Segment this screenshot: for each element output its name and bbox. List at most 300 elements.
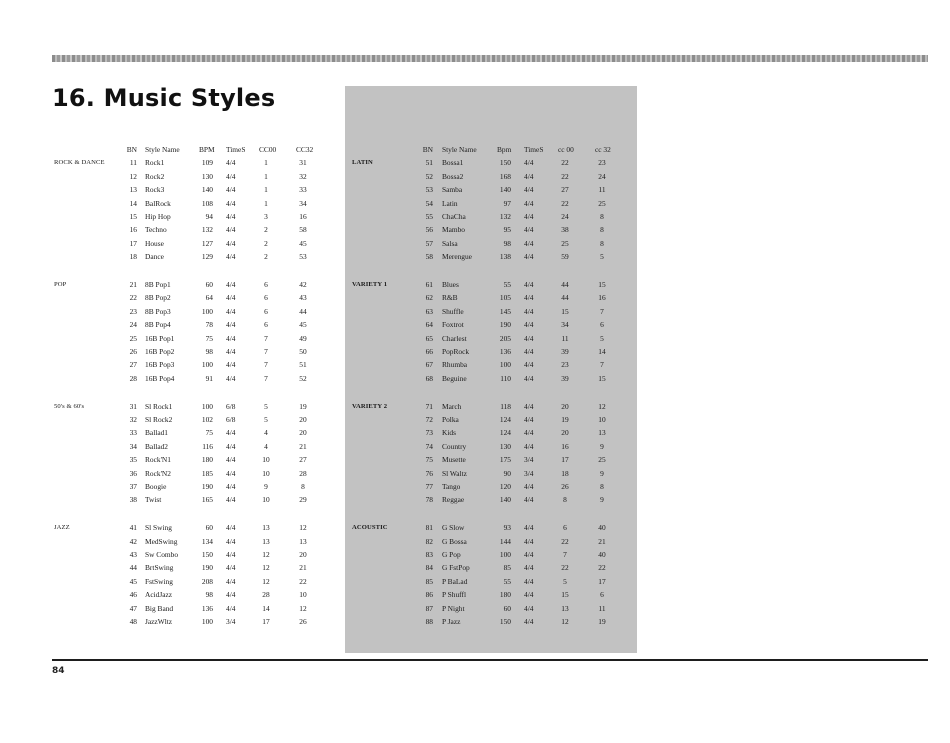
cell-cc00: 7 [264,360,268,370]
cell-bpm: 100 [201,401,213,411]
cell-name: Salsa [442,238,458,248]
cell-time: 4/4 [524,198,534,208]
cell-bn: 84 [425,563,433,573]
cell-cc00: 6 [264,280,268,290]
cell-bpm: 134 [201,536,213,546]
cell-name: 8B Pop4 [145,320,171,330]
cell-cc32: 24 [598,171,606,181]
cell-name: Merengue [442,252,472,262]
cell-cc32: 8 [301,481,305,491]
category-label: JAZZ [54,524,70,532]
cell-bn: 24 [129,320,137,330]
cell-time: 4/4 [524,441,534,451]
cell-cc00: 23 [561,360,569,370]
cell-cc32: 27 [299,455,307,465]
cell-bn: 13 [129,185,137,195]
cell-bn: 62 [425,293,433,303]
cell-bn: 55 [425,211,433,221]
cell-cc00: 7 [264,346,268,356]
cell-name: Ballad1 [145,428,168,438]
cell-bn: 56 [425,225,433,235]
cell-cc00: 1 [264,171,268,181]
cell-cc32: 49 [299,333,307,343]
cell-bpm: 138 [499,252,511,262]
cell-bpm: 150 [499,158,511,168]
cell-cc32: 20 [299,428,307,438]
cell-name: 8B Pop3 [145,306,171,316]
cell-cc00: 28 [262,590,270,600]
cell-time: 4/4 [524,590,534,600]
cell-bn: 18 [129,252,137,262]
cell-bpm: 100 [499,360,511,370]
cell-time: 4/4 [226,603,236,613]
cell-time: 4/4 [226,238,236,248]
cell-cc32: 12 [299,603,307,613]
cell-name: Polka [442,415,459,425]
cell-cc32: 31 [299,158,307,168]
cell-bn: 57 [425,238,433,248]
cell-cc00: 20 [561,428,569,438]
cell-bn: 12 [129,171,137,181]
cell-name: March [442,401,462,411]
shaded-panel [345,86,637,653]
header-cc00: CC00 [259,145,277,154]
cell-cc00: 39 [561,373,569,383]
cell-cc32: 22 [299,576,307,586]
cell-cc32: 16 [299,211,307,221]
cell-cc32: 50 [299,346,307,356]
cell-name: Shuffle [442,306,464,316]
cell-time: 4/4 [524,185,534,195]
cell-cc00: 44 [561,280,569,290]
cell-bpm: 64 [205,293,213,303]
cell-cc32: 13 [598,428,606,438]
cell-bn: 83 [425,550,433,560]
cell-bn: 78 [425,495,433,505]
cell-cc00: 5 [264,415,268,425]
cell-bpm: 105 [499,293,511,303]
cell-bpm: 95 [503,225,511,235]
cell-name: Country [442,441,467,451]
cell-bpm: 150 [499,617,511,626]
cell-bpm: 124 [499,415,511,425]
cell-time: 4/4 [226,293,236,303]
cell-bn: 25 [129,333,137,343]
cell-cc00: 10 [262,455,270,465]
cell-bn: 48 [129,617,137,626]
cell-bn: 47 [129,603,137,613]
cell-name: P Night [442,603,465,613]
cell-cc00: 7 [264,373,268,383]
cell-bn: 21 [129,280,137,290]
cell-bn: 75 [425,455,433,465]
cell-cc32: 32 [299,171,307,181]
cell-cc00: 2 [264,252,268,262]
cell-time: 4/4 [226,198,236,208]
cell-cc32: 40 [598,523,606,533]
cell-name: Twist [145,495,162,505]
cell-name: Rock'N1 [145,455,171,465]
cell-cc32: 11 [598,603,606,613]
cell-cc00: 13 [561,603,569,613]
cell-bn: 37 [129,481,137,491]
cell-bn: 85 [425,576,433,586]
cell-cc00: 10 [262,468,270,478]
cell-time: 4/4 [226,346,236,356]
cell-bn: 28 [129,373,137,383]
cell-cc32: 8 [600,211,604,221]
cell-bn: 44 [129,563,137,573]
cell-time: 4/4 [226,211,236,221]
header-name: Style Name [145,145,180,154]
cell-bn: 71 [425,401,433,411]
cell-name: 8B Pop1 [145,280,171,290]
cell-name: Bossa2 [442,171,464,181]
cell-time: 4/4 [524,523,534,533]
cell-time: 4/4 [524,238,534,248]
cell-cc00: 1 [264,158,268,168]
cell-bpm: 93 [503,523,511,533]
cell-cc32: 20 [299,550,307,560]
cell-bpm: 98 [205,590,213,600]
cell-bn: 51 [425,158,433,168]
cell-bpm: 205 [499,333,511,343]
cell-bpm: 118 [500,401,511,411]
cell-name: JazzWltz [145,617,173,626]
cell-bpm: 55 [503,280,511,290]
cell-time: 4/4 [226,428,236,438]
cell-bn: 76 [425,468,433,478]
cell-time: 4/4 [524,603,534,613]
cell-cc00: 22 [561,563,569,573]
cell-cc32: 9 [600,441,604,451]
cell-cc00: 16 [561,441,569,451]
cell-bn: 87 [425,603,433,613]
cell-bpm: 90 [503,468,511,478]
cell-bn: 42 [129,536,137,546]
cell-time: 4/4 [524,415,534,425]
cell-cc00: 22 [561,171,569,181]
cell-bpm: 102 [201,415,213,425]
cell-time: 4/4 [226,550,236,560]
cell-name: Rhumba [442,360,468,370]
cell-cc32: 13 [299,536,307,546]
cell-cc00: 11 [561,333,569,343]
cell-cc32: 8 [600,225,604,235]
cell-time: 4/4 [524,320,534,330]
cell-cc00: 12 [262,550,270,560]
cell-bn: 61 [425,280,433,290]
cell-bpm: 60 [503,603,511,613]
cell-name: Hip Hop [145,211,171,221]
cell-cc00: 6 [264,306,268,316]
cell-name: 8B Pop2 [145,293,171,303]
cell-cc32: 45 [299,238,307,248]
cell-time: 4/4 [226,441,236,451]
category-label: VARIETY 1 [352,281,388,289]
cell-cc00: 4 [264,428,268,438]
cell-bn: 53 [425,185,433,195]
cell-bpm: 190 [201,563,213,573]
cell-bpm: 127 [201,238,213,248]
header-rule [52,55,928,62]
cell-name: Rock1 [145,158,165,168]
cell-time: 4/4 [524,428,534,438]
cell-bpm: 124 [499,428,511,438]
cell-cc32: 23 [598,158,606,168]
cell-name: 16B Pop4 [145,373,175,383]
cell-bn: 16 [129,225,137,235]
cell-time: 4/4 [226,373,236,383]
cell-bpm: 144 [499,536,511,546]
cell-cc32: 9 [600,468,604,478]
cell-time: 3/4 [524,455,534,465]
cell-bpm: 60 [205,523,213,533]
cell-bpm: 132 [201,225,213,235]
cell-bpm: 175 [499,455,511,465]
cell-cc32: 21 [598,536,606,546]
cell-bn: 43 [129,550,137,560]
cell-cc32: 25 [598,455,606,465]
cell-name: BrtSwing [145,563,174,573]
cell-time: 6/8 [226,401,236,411]
cell-cc32: 44 [299,306,307,316]
cell-name: Charlest [442,333,467,343]
cell-cc32: 15 [598,373,606,383]
header-cc32: cc 32 [595,145,611,154]
cell-name: AcidJazz [145,590,173,600]
cell-time: 4/4 [524,211,534,221]
cell-bpm: 180 [499,590,511,600]
cell-name: ChaCha [442,211,466,221]
cell-cc00: 27 [561,185,569,195]
cell-bpm: 97 [503,198,511,208]
cell-cc32: 22 [598,563,606,573]
cell-cc32: 12 [598,401,606,411]
cell-cc32: 16 [598,293,606,303]
cell-cc00: 12 [262,576,270,586]
cell-bn: 33 [129,428,137,438]
cell-name: G Pop [442,550,461,560]
cell-bn: 41 [129,523,137,533]
cell-cc00: 22 [561,198,569,208]
cell-bpm: 140 [499,185,511,195]
cell-cc00: 20 [561,401,569,411]
cell-bpm: 110 [500,373,511,383]
cell-cc00: 22 [561,158,569,168]
cell-bpm: 190 [201,481,213,491]
cell-bn: 45 [129,576,137,586]
cell-name: 16B Pop3 [145,360,175,370]
cell-bpm: 190 [499,320,511,330]
cell-cc32: 45 [299,320,307,330]
cell-time: 4/4 [524,563,534,573]
cell-time: 4/4 [524,158,534,168]
cell-cc00: 2 [264,238,268,248]
footer-rule [52,659,928,661]
cell-bpm: 136 [499,346,511,356]
cell-bpm: 150 [201,550,213,560]
cell-name: 16B Pop2 [145,346,175,356]
cell-bpm: 98 [205,346,213,356]
cell-cc00: 38 [561,225,569,235]
cell-bn: 17 [129,238,137,248]
header-cc00: cc 00 [558,145,574,154]
cell-cc32: 19 [299,401,307,411]
cell-time: 4/4 [524,346,534,356]
cell-bn: 27 [129,360,137,370]
cell-name: Reggae [442,495,465,505]
cell-name: 16B Pop1 [145,333,175,343]
cell-bn: 86 [425,590,433,600]
cell-cc00: 15 [561,590,569,600]
category-label: LATIN [352,159,373,167]
cell-bn: 73 [425,428,433,438]
cell-bn: 67 [425,360,433,370]
cell-name: G Slow [442,523,465,533]
cell-time: 4/4 [226,185,236,195]
category-label: ACOUSTIC [352,524,388,532]
cell-time: 4/4 [226,536,236,546]
cell-name: P Jazz [442,617,461,626]
cell-bn: 74 [425,441,433,451]
cell-cc32: 34 [299,198,307,208]
cell-cc00: 9 [264,481,268,491]
cell-name: Rock'N2 [145,468,171,478]
cell-bn: 35 [129,455,137,465]
cell-time: 4/4 [226,171,236,181]
cell-bn: 81 [425,523,433,533]
cell-cc00: 6 [563,523,567,533]
cell-name: Sw Combo [145,550,179,560]
cell-cc00: 34 [561,320,569,330]
cell-name: G Bossa [442,536,467,546]
cell-bpm: 130 [499,441,511,451]
cell-cc32: 58 [299,225,307,235]
cell-cc32: 53 [299,252,307,262]
cell-bn: 88 [425,617,433,626]
cell-cc32: 5 [600,252,604,262]
cell-cc00: 17 [262,617,270,626]
header-bpm: BPM [199,145,215,154]
cell-cc00: 13 [262,523,270,533]
cell-bn: 82 [425,536,433,546]
cell-time: 4/4 [524,306,534,316]
cell-name: Techno [145,225,167,235]
header-cc32: CC32 [296,145,314,154]
cell-cc32: 17 [598,576,606,586]
cell-cc32: 10 [598,415,606,425]
cell-bn: 36 [129,468,137,478]
cell-bpm: 136 [201,603,213,613]
cell-bpm: 145 [499,306,511,316]
cell-bpm: 108 [201,198,213,208]
cell-name: Beguine [442,373,467,383]
cell-bpm: 100 [201,306,213,316]
cell-time: 4/4 [226,563,236,573]
cell-name: PopRock [442,346,470,356]
cell-time: 4/4 [524,550,534,560]
cell-cc00: 5 [264,401,268,411]
cell-cc32: 6 [600,320,604,330]
cell-bpm: 129 [201,252,213,262]
cell-bn: 72 [425,415,433,425]
cell-bpm: 100 [201,360,213,370]
cell-time: 6/8 [226,415,236,425]
cell-bpm: 100 [499,550,511,560]
cell-time: 4/4 [524,495,534,505]
cell-bpm: 75 [205,333,213,343]
cell-name: Boogie [145,481,167,491]
cell-time: 4/4 [226,576,236,586]
cell-cc32: 51 [299,360,307,370]
cell-name: BalRock [145,198,171,208]
cell-bn: 11 [129,158,137,168]
cell-cc32: 10 [299,590,307,600]
header-bn: BN [126,145,137,154]
cell-time: 4/4 [524,576,534,586]
cell-time: 4/4 [524,617,534,626]
cell-bn: 26 [129,346,137,356]
cell-cc00: 24 [561,211,569,221]
cell-bpm: 116 [202,441,213,451]
cell-bpm: 165 [201,495,213,505]
cell-cc00: 17 [561,455,569,465]
cell-time: 4/4 [226,590,236,600]
cell-bpm: 120 [499,481,511,491]
cell-bn: 46 [129,590,137,600]
cell-name: G FstPop [442,563,470,573]
cell-cc32: 25 [598,198,606,208]
cell-name: Sl Swing [145,523,172,533]
cell-bn: 63 [425,306,433,316]
cell-name: Ballad2 [145,441,168,451]
cell-cc00: 6 [264,293,268,303]
cell-cc00: 59 [561,252,569,262]
cell-name: Sl Waltz [442,468,467,478]
cell-name: FstSwing [145,576,173,586]
category-label: POP [54,281,67,289]
cell-time: 4/4 [524,481,534,491]
category-label: 50's & 60's [54,402,85,410]
cell-name: Kids [442,428,456,438]
cell-cc32: 15 [598,280,606,290]
cell-bn: 14 [129,198,137,208]
cell-time: 4/4 [226,455,236,465]
cell-name: P Shuffl [442,590,467,600]
category-label: VARIETY 2 [352,402,388,410]
cell-name: Dance [145,252,164,262]
cell-bn: 15 [129,211,137,221]
cell-cc32: 20 [299,415,307,425]
cell-name: Sl Rock2 [145,415,173,425]
cell-bn: 23 [129,306,137,316]
cell-cc32: 21 [299,563,307,573]
cell-bn: 64 [425,320,433,330]
cell-name: Rock2 [145,171,165,181]
cell-name: MedSwing [145,536,178,546]
cell-cc00: 19 [561,415,569,425]
cell-bpm: 168 [499,171,511,181]
cell-bpm: 180 [201,455,213,465]
header-bn: BN [422,145,433,154]
cell-name: Samba [442,185,463,195]
cell-cc32: 12 [299,523,307,533]
cell-cc00: 7 [563,550,567,560]
cell-bpm: 78 [205,320,213,330]
cell-bn: 66 [425,346,433,356]
cell-time: 4/4 [226,468,236,478]
